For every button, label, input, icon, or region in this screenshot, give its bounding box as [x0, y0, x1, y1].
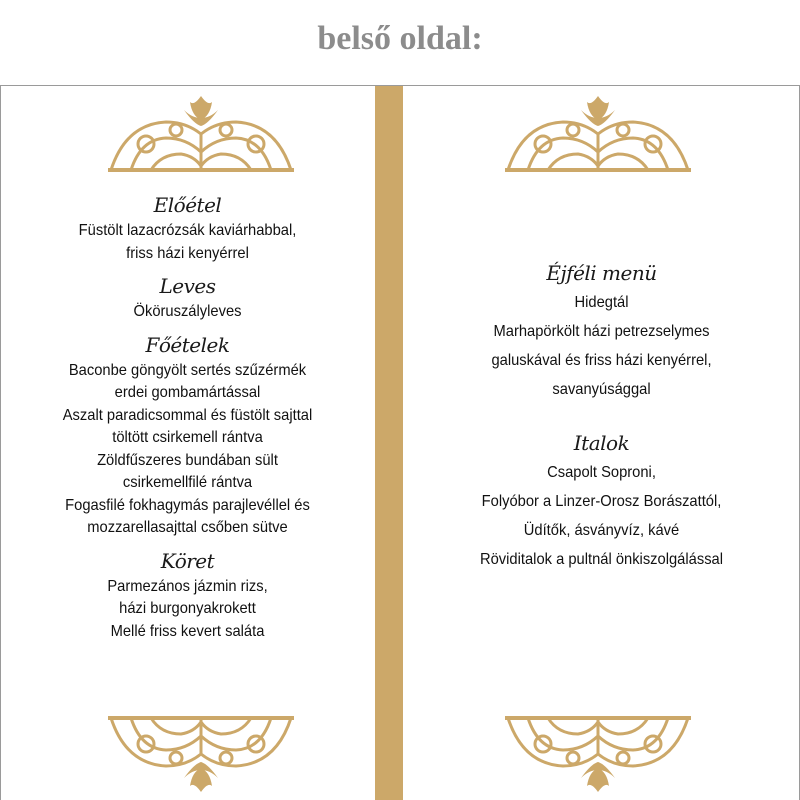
menu-section	[403, 258, 800, 404]
menu-item: galuskával és friss házi kenyérrel,	[491, 352, 712, 369]
ornament-icon	[503, 714, 693, 794]
left-menu-column	[0, 190, 375, 645]
bottom-ornament-right	[503, 714, 693, 794]
menu-item: Hidegtál	[574, 294, 629, 311]
bottom-ornament-left	[106, 714, 296, 794]
page-header: belső oldal:	[317, 20, 483, 57]
gold-spine-divider	[375, 86, 403, 800]
top-ornament-left	[106, 94, 296, 174]
menu-item: Marhapörkölt házi petrezselymes	[493, 323, 710, 340]
section-title: Köret	[160, 548, 215, 573]
menu-section	[0, 190, 375, 265]
section-title: Főételek	[145, 332, 230, 357]
menu-section	[0, 330, 375, 540]
menu-item: Üdítők, ásványvíz, kávé	[523, 522, 680, 539]
menu-section	[0, 271, 375, 324]
ornament-icon	[106, 94, 296, 174]
menu-item: Mellé friss kevert saláta	[110, 622, 265, 640]
right-menu-column	[403, 258, 800, 576]
menu-item: Fogasfilé fokhagymás parajlevéllel és	[65, 496, 310, 514]
menu-item: házi burgonyakrokett	[119, 600, 256, 617]
menu-item: Folyóbor a Linzer-Orosz Borászattól,	[481, 493, 722, 510]
menu-item: savanyúsággal	[552, 381, 651, 398]
menu-section	[403, 428, 800, 574]
menu-item: Aszalt paradicsommal és füstölt sajttal	[62, 406, 313, 424]
menu-item: Röviditalok a pultnál önkiszolgálással	[479, 551, 724, 568]
menu-item: Parmezános jázmin rizs,	[107, 577, 268, 595]
menu-item: töltött csirkemell rántva	[112, 429, 263, 446]
menu-item: erdei gombamártással	[114, 384, 261, 401]
ornament-icon	[106, 714, 296, 794]
right-page	[403, 86, 800, 800]
section-title: Leves	[159, 274, 216, 298]
menu-item: mozzarellasajttal csőben sütve	[87, 519, 288, 536]
menu-item: Baconbe göngyölt sertés szűzérmék	[68, 361, 307, 379]
left-page	[0, 86, 375, 800]
menu-item: csirkemellfilé rántva	[122, 474, 253, 491]
menu-item: Füstölt lazacrózsák kaviárhabbal,	[78, 222, 297, 239]
menu-item: friss házi kenyérrel	[126, 244, 249, 262]
section-title: Előétel	[153, 193, 222, 217]
section-title: Italok	[573, 431, 630, 455]
ornament-icon	[503, 94, 693, 174]
menu-item: Ököruszályleves	[133, 303, 242, 320]
menu-item: Zöldfűszeres bundában sült	[97, 451, 278, 469]
top-ornament-right	[503, 94, 693, 174]
menu-section	[0, 546, 375, 644]
menu-item: Csapolt Soproni,	[547, 464, 656, 481]
section-title: Éjféli menü	[546, 261, 657, 285]
